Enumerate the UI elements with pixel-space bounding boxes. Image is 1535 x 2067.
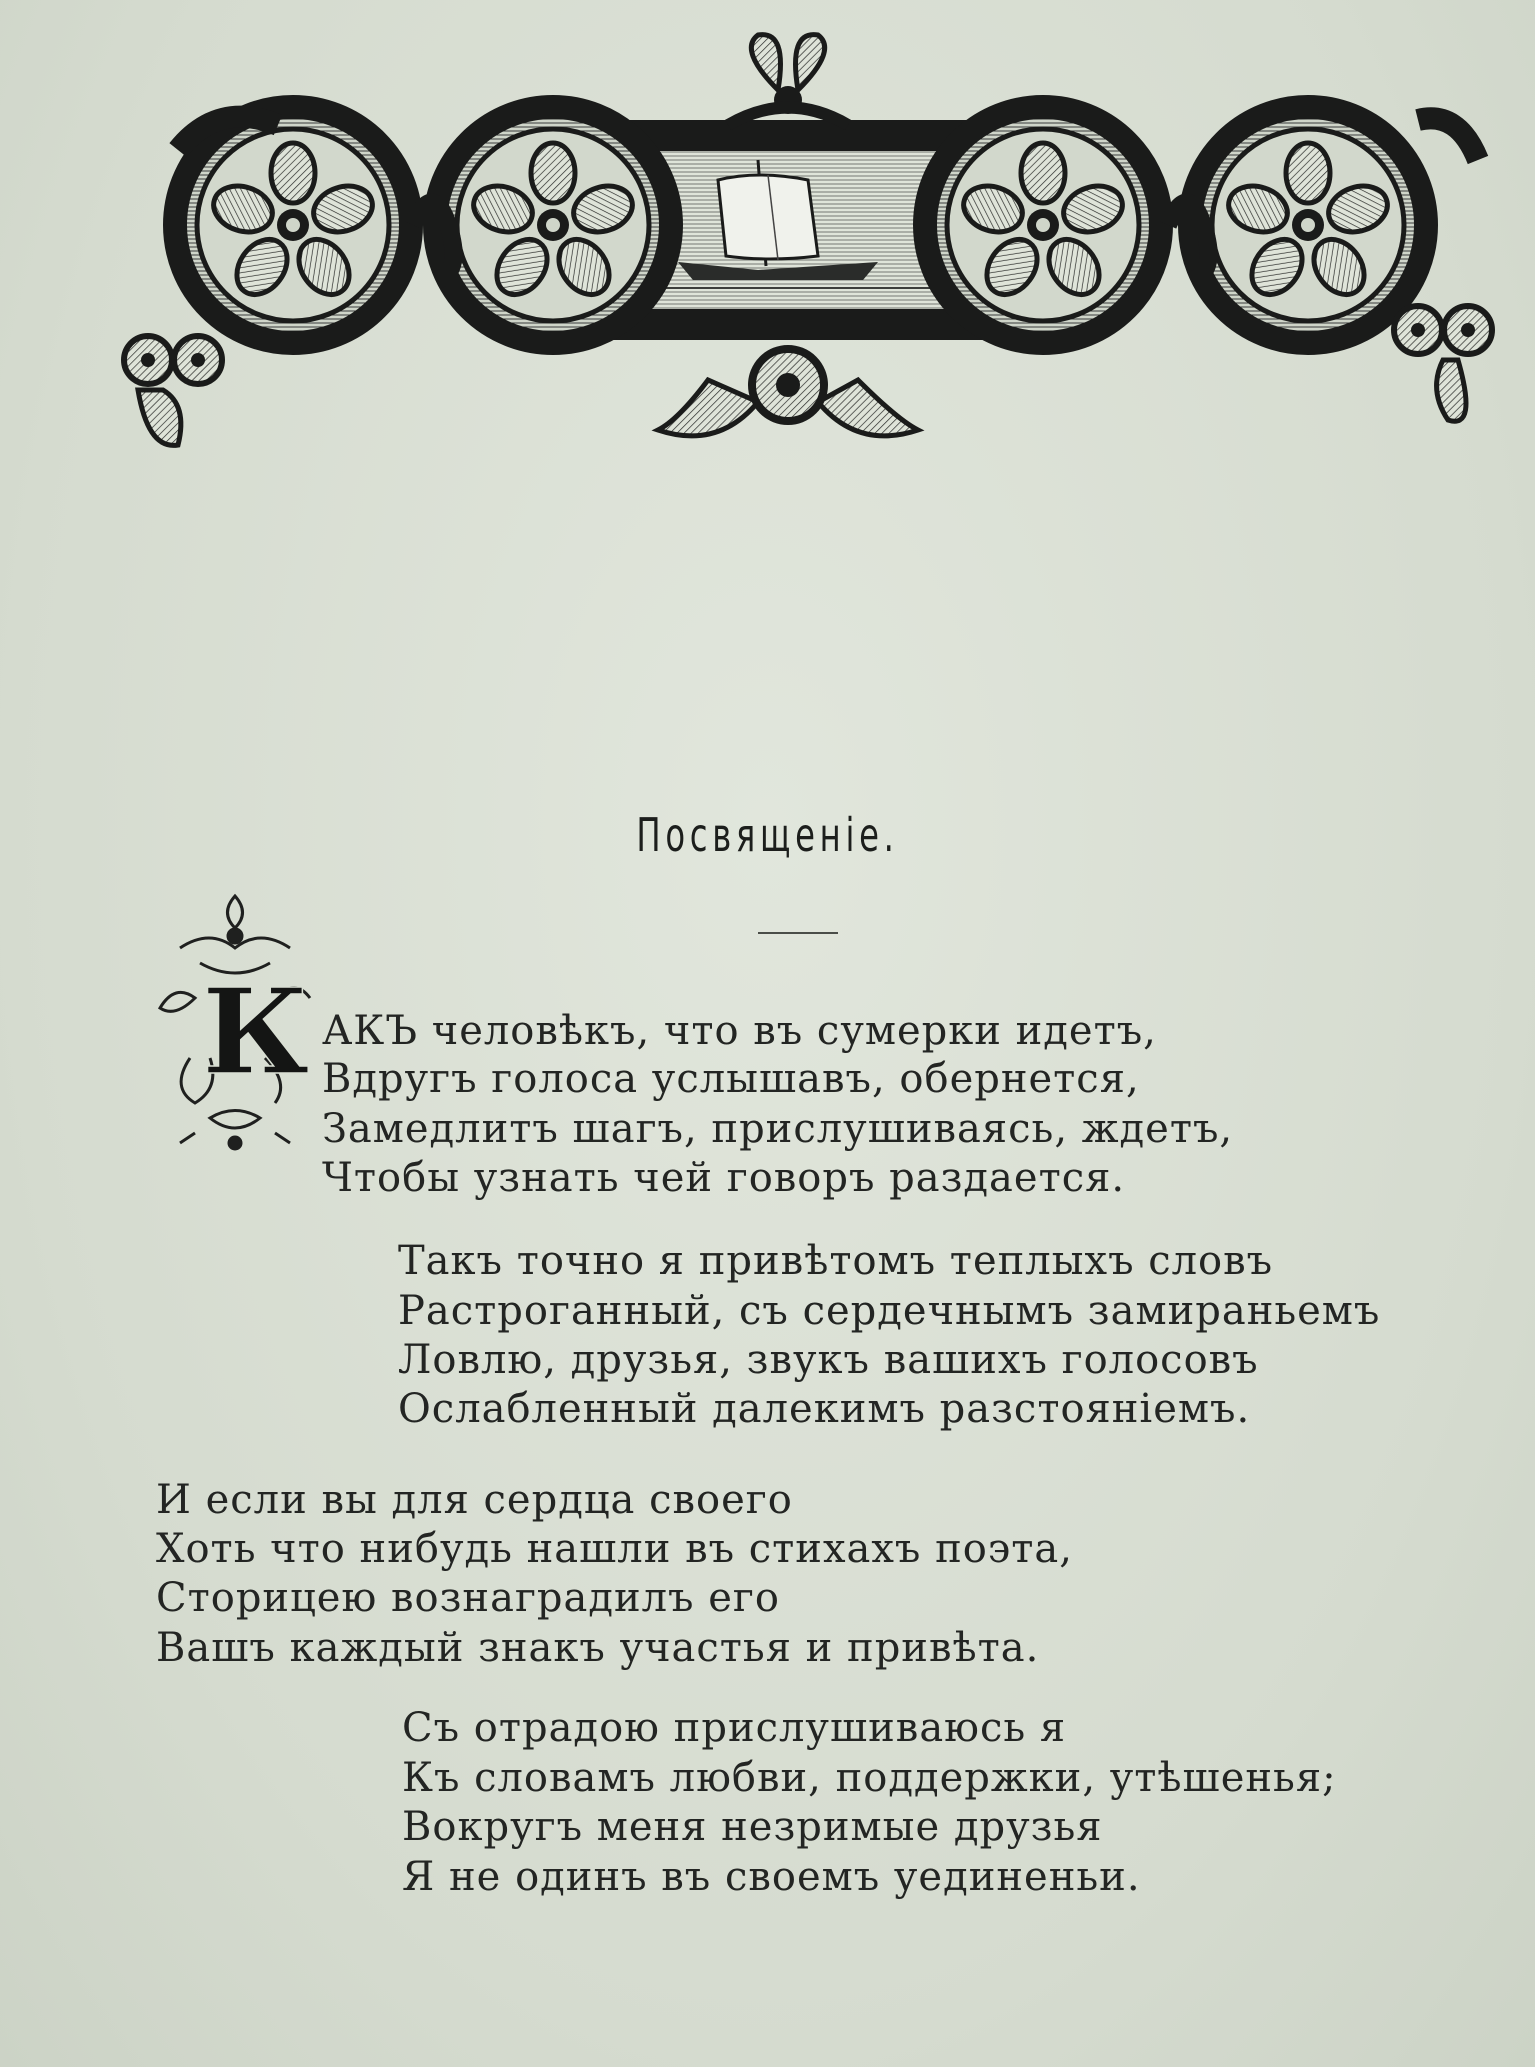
poem-line: Вдругъ голоса услышавъ, обернется, — [322, 1056, 1140, 1102]
poem-line: Я не одинъ въ своемъ уединеньи. — [402, 1854, 1141, 1900]
poem-line: АКЪ человѣкъ, что въ сумерки идетъ, — [322, 1008, 1157, 1054]
right-corner-leaf — [1394, 306, 1492, 421]
page-title: Посвященіе. — [636, 808, 899, 862]
poem-line: Растроганный, съ сердечнымъ замираньемъ — [398, 1288, 1381, 1334]
poem-line: Ослабленный далекимъ разстояніемъ. — [398, 1386, 1251, 1432]
drop-cap-letter: К — [202, 962, 310, 1101]
poem-line: Такъ точно я привѣтомъ теплыхъ словъ — [398, 1238, 1274, 1284]
bottom-pendant — [658, 349, 918, 436]
poem-line: Чтобы узнать чей говоръ раздается. — [322, 1155, 1126, 1201]
poem-line: Вашъ каждый знакъ участья и привѣта. — [156, 1625, 1040, 1671]
top-finial — [728, 35, 848, 125]
poem-line: Вокругъ меня незримые друзья — [402, 1804, 1103, 1850]
drop-cap-ornament — [150, 888, 320, 1158]
poem-line: И если вы для сердца своего — [156, 1477, 793, 1523]
poem-line: Сторицею вознаградилъ его — [156, 1575, 780, 1621]
ornamental-headpiece — [118, 30, 1503, 460]
title-divider — [758, 932, 838, 934]
poem-line: Къ словамъ любви, поддержки, утѣшенья; — [402, 1755, 1337, 1801]
poem-line: Съ отрадою прислушиваюсь я — [402, 1705, 1067, 1751]
left-corner-leaf — [124, 336, 222, 445]
poem-line: Ловлю, друзья, звукъ вашихъ голосовъ — [398, 1337, 1259, 1383]
poem-line: Хоть что нибудь нашли въ стихахъ поэта, — [156, 1526, 1073, 1572]
poem-line: Замедлитъ шагъ, прислушиваясь, ждетъ, — [322, 1106, 1234, 1152]
